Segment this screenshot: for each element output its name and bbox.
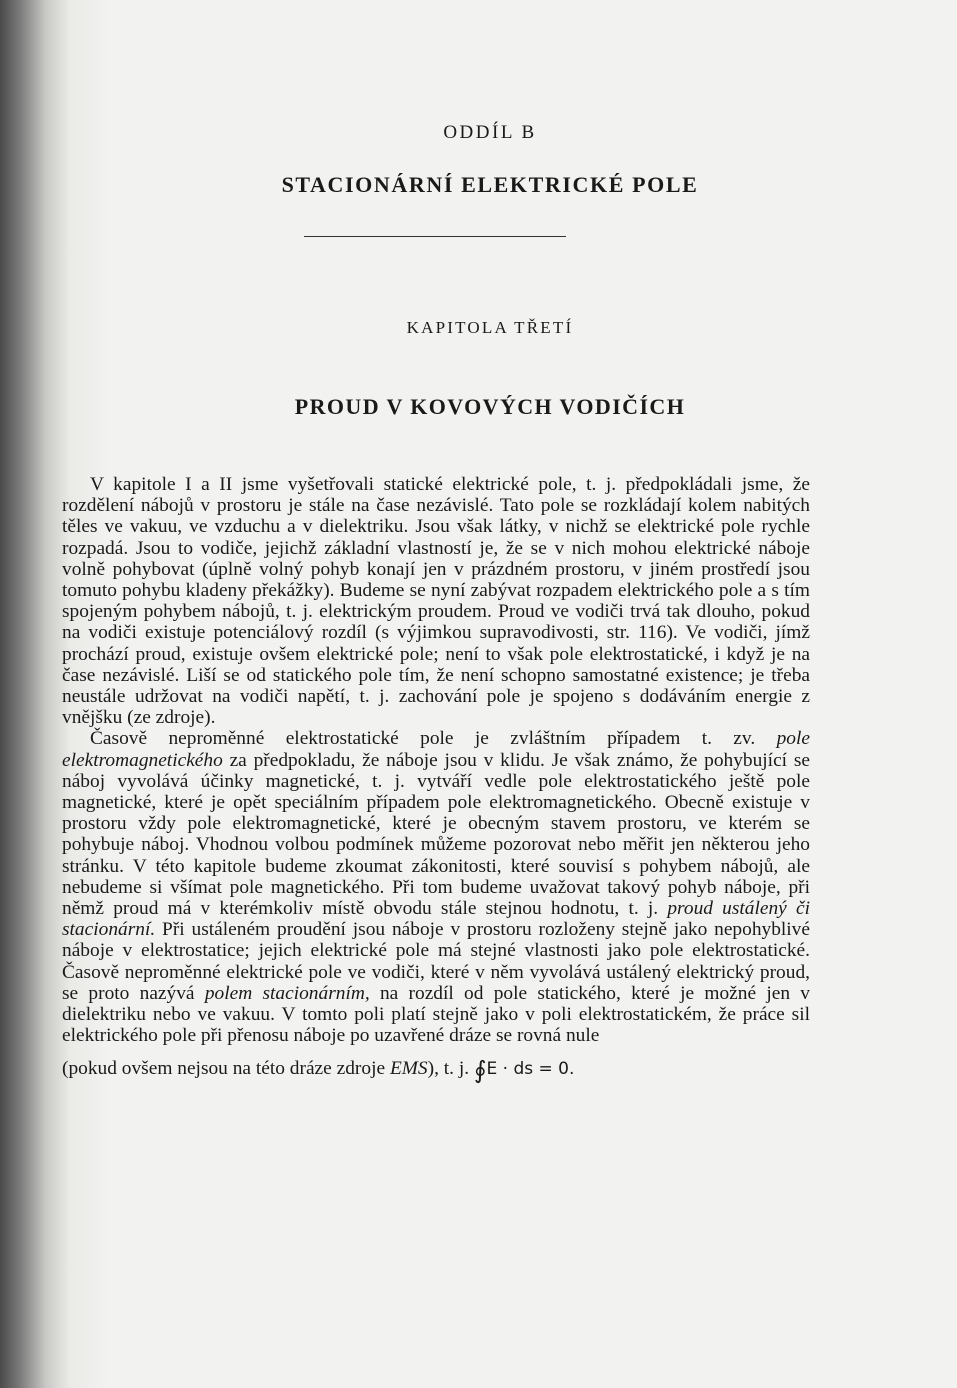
body-text	[62, 474, 810, 1085]
paragraph-2	[62, 728, 810, 1046]
final-line-text: (pokud ovšem nejsou na této dráze zdroje	[62, 1058, 386, 1080]
paragraph-2-part-3: Při ustáleném proudění jsou náboje v prostoru rozloženy stejně jako nepohyblivé náboje v elektrostatice; jejich elektrické pole má stejné vlastnosti jako pole elektrostatické. Časově neproměnné elektrické pole ve vodiči, které v něm vyvolává ustálený elektrický proud, se proto nazývá	[62, 919, 810, 1004]
paragraph-2-part-4: na rozdíl od pole statického, které je možné jen v dielektriku nebo ve vakuu. V tomto poli platí stejně jako v poli elektrostatickém, že práce sil elektrického pole při přenosu náboje po uzavřené dráze se rovná nule	[62, 982, 810, 1047]
line-integral-formula	[473, 1056, 575, 1085]
final-line-after-term: ), t. j.	[427, 1058, 470, 1080]
section-title: STACIONÁRNÍ ELEKTRICKÉ POLE	[281, 172, 699, 197]
term-ems: EMS	[389, 1058, 428, 1080]
final-line	[62, 1056, 810, 1085]
paragraph-1: V kapitole I a II jsme vyšetřovali statické elektrické pole, t. j. předpokládali jsme, že rozdělení nábojů v prostoru je stále na čase nezávislé. Tato pole se rozkládají kolem nabitých těles ve vakuu, ve vzduchu a v dielektriku. Jsou však látky, v nichž se elektrické pole rychle rozpadá. Jsou to vodiče, jejichž základní vlastností je, že se v nich mohou elektrické náboje volně pohybovat (úplně volný pohyb konají jen v prázdném prostoru, v jiném prostředí jsou tomuto pohybu kladeny překážky). Budeme se nyní zabývat rozpadem elektrického pole a s tím spojeným pohybem nábojů, t. j. elektrickým proudem. Proud ve vodiči trvá tak dlouho, pokud na vodiči existuje potenciálový rozdíl (s výjimkou supravodivosti, str. 116). Ve vodiči, jímž prochází proud, existuje ovšem elektrické pole; není to však pole elektrostatické, i když je na čase nezávislé. Liší se od statického pole tím, že není schopno samostatné existence; je třeba neustále udržovat na vodiči napětí, t. j. zachování pole je spojeno s dodáváním energie z vnějšku (ze zdroje).	[62, 474, 810, 729]
divider-rule	[304, 236, 566, 237]
chapter-title: PROUD V KOVOVÝCH VODIČÍCH	[294, 394, 686, 419]
term-steady-current: proud ustálený či stacionární.	[62, 898, 810, 941]
contour-integral-symbol: ∮	[473, 1056, 487, 1085]
term-electromagnetic-field: pole elektromagnetického	[62, 728, 810, 771]
section-label: ODDÍL B	[443, 122, 537, 143]
term-stationary-field: polem stacionárním,	[204, 982, 370, 1004]
chapter-label: KAPITOLA TŘETÍ	[406, 318, 574, 337]
formula-body: E · ds = 0.	[486, 1059, 575, 1080]
paragraph-2-part-2: za předpokladu, že náboje jsou v klidu. Je však známo, že pohybující se náboj vyvolává účinky magnetické, t. j. vytváří vedle pole elektrostatického ještě pole magnetické, které je opět speciálním případem pole elektromagnetického. Obecně existuje v prostoru vždy pole elektromagnetické, které je obecným stavem prostoru, ve kterém se pohybuje náboj. Vhodnou volbou podmínek můžeme pozorovat nebo měřit jen některou jeho stránku. V této kapitole budeme zkoumat zákonitosti, které souvisí s pohybem nábojů, ale nebudeme si všímat pole magnetického. Při tom budeme uvažovat takový pohyb náboje, při němž proud má v kterémkoliv místě obvodu stále stejnou hodnotu, t. j.	[62, 749, 810, 920]
paragraph-2-part-1: Časově neproměnné elektrostatické pole je zvláštním případem t. zv.	[90, 728, 756, 750]
